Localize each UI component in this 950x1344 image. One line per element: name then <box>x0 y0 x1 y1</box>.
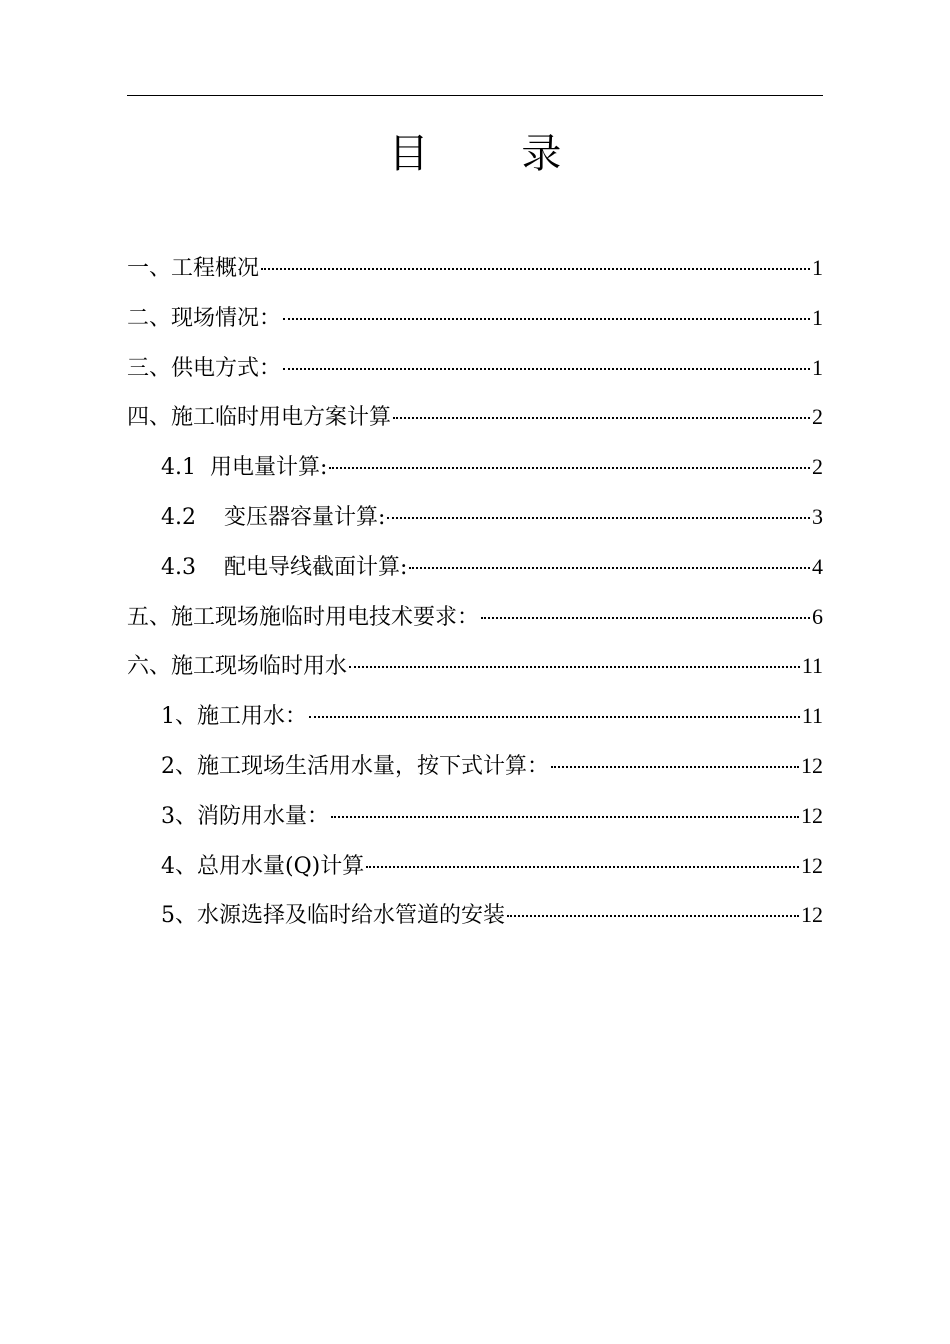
toc-list <box>127 248 823 945</box>
toc-entry-label: 1、施工用水： <box>161 704 307 730</box>
toc-entry-page: 12 <box>801 802 823 828</box>
toc-entry-label: 3、消防用水量： <box>161 803 329 829</box>
toc-entry-page: 1 <box>812 304 823 330</box>
toc-dot-leader <box>261 268 810 270</box>
toc-entry-label: 4、总用水量(Q)计算 <box>161 853 365 879</box>
toc-entry[interactable] <box>127 447 823 497</box>
toc-entry[interactable] <box>127 397 823 447</box>
toc-entry-page: 1 <box>812 255 823 280</box>
toc-title: 目 录 <box>388 131 602 177</box>
toc-entry[interactable] <box>127 547 823 597</box>
toc-entry-label: 4.3 配电导线截面计算: <box>161 554 408 580</box>
toc-entry-label: 2、施工现场生活用水量，按下式计算： <box>161 753 549 779</box>
toc-entry-page: 12 <box>801 902 823 928</box>
toc-dot-leader <box>283 368 810 370</box>
toc-entry-label: 五、施工现场施临时用电技术要求： <box>127 604 480 630</box>
toc-entry-page: 11 <box>801 653 823 679</box>
toc-entry-page: 2 <box>812 454 823 480</box>
toc-dot-leader <box>387 517 810 519</box>
toc-entry[interactable] <box>127 895 823 945</box>
toc-entry-label: 4.2 变压器容量计算: <box>161 504 386 530</box>
toc-entry-label: 二、现场情况： <box>127 305 282 331</box>
toc-dot-leader <box>329 467 810 469</box>
toc-dot-leader <box>331 816 799 818</box>
toc-entry-label: 5、水源选择及临时给水管道的安装 <box>161 903 505 929</box>
header-rule <box>127 95 823 96</box>
toc-entry[interactable] <box>127 248 823 298</box>
toc-entry[interactable] <box>127 298 823 348</box>
toc-dot-leader <box>409 567 810 569</box>
toc-dot-leader <box>309 716 800 718</box>
toc-entry-page: 12 <box>801 752 823 778</box>
toc-dot-leader <box>393 417 810 419</box>
toc-dot-leader <box>481 617 810 619</box>
toc-entry-label: 四、施工临时用电方案计算 <box>127 405 392 431</box>
toc-entry-label: 一、工程概况 <box>127 256 260 281</box>
toc-dot-leader <box>507 915 799 917</box>
toc-entry-page: 4 <box>812 553 823 579</box>
toc-dot-leader <box>283 318 810 320</box>
toc-entry-label: 三、供电方式： <box>127 355 282 381</box>
toc-entry[interactable] <box>127 497 823 547</box>
toc-entry[interactable] <box>127 646 823 696</box>
toc-entry-label: 六、施工现场临时用水 <box>127 654 348 680</box>
toc-dot-leader <box>551 766 799 768</box>
toc-entry-page: 2 <box>812 404 823 430</box>
toc-entry[interactable] <box>127 348 823 398</box>
toc-entry-page: 6 <box>812 603 823 629</box>
toc-entry[interactable] <box>127 846 823 896</box>
toc-entry-page: 3 <box>812 503 823 529</box>
toc-entry[interactable] <box>127 696 823 746</box>
toc-entry-page: 12 <box>801 852 823 878</box>
toc-entry[interactable] <box>127 796 823 846</box>
toc-entry[interactable] <box>127 597 823 647</box>
toc-dot-leader <box>349 666 800 668</box>
toc-entry-page: 1 <box>812 354 823 380</box>
toc-entry[interactable] <box>127 746 823 796</box>
toc-entry-page: 11 <box>801 703 823 729</box>
toc-dot-leader <box>366 866 799 868</box>
toc-entry-label: 4.1 用电量计算: <box>161 455 328 481</box>
